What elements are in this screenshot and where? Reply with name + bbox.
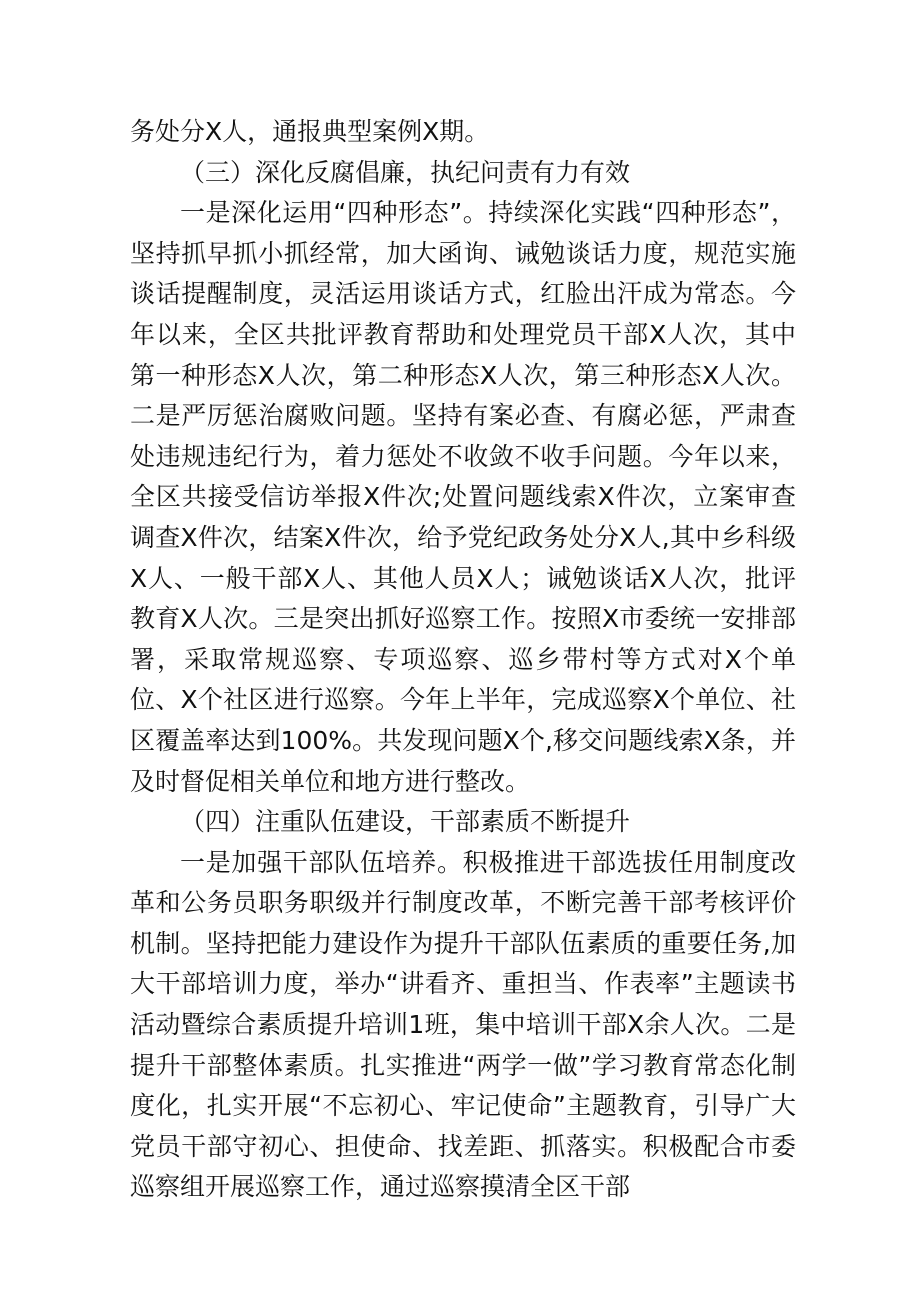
section-heading-four: （四）注重队伍建设，干部素质不断提升 — [180, 807, 631, 837]
continued-paragraph: 务处分X人，通报典型案例X期。 — [130, 117, 490, 146]
paragraph-team-building: 一是加强干部队伍培养。积极推进干部选拔任用制度改革和公务员职务职级并行制度改革，不断完善干部考核评价机制。坚持把能力建设作为提升干部队伍素质的重要任务,加大干部培训力度，举办“讲看齐、重担当、作表率”主题读书活动暨综合素质提升培训1班，集中培训干部X余人次。二是提升干部整体素质。扎实推进“两学一做”学习教育常态化制度化，扎实开展“不忘初心、牢记使命”主题教育，引导广大党员干部守初心、担使命、找差距、抓落实。积极配合市委巡察组开展巡察工作，通过巡察摸清全区干部 — [130, 847, 796, 1202]
section-heading-three: （三）深化反腐倡廉，执纪问责有力有效 — [180, 157, 631, 187]
paragraph-anti-corruption: 一是深化运用“四种形态”。持续深化实践“四种形态”，坚持抓早抓小抓经常，加大函询、诫勉谈话力度，规范实施谈话提醒制度，灵活运用谈话方式，红脸出汗成为常态。今年以来，全区共批评教育帮助和处理党员干部X人次，其中第一种形态X人次，第二种形态X人次，第三种形态X人次。二是严厉惩治腐败问题。坚持有案必查、有腐必惩，严肃查处违规违纪行为，着力惩处不收敛不收手问题。今年以来，全区共接受信访举报X件次;处置问题线索X件次，立案审查调查X件次，结案X件次，给予党纪政务处分X人,其中乡科级X人、一般干部X人、其他人员X人；诫勉谈话X人次，批评教育X人次。三是突出抓好巡察工作。按照X市委统一安排部署，采取常规巡察、专项巡察、巡乡带村等方式对X个单位、X个社区进行巡察。今年上半年，完成巡察X个单位、社区覆盖率达到100%。共发现问题X个,移交问题线索X条，并及时督促相关单位和地方进行整改。 — [130, 198, 796, 796]
document-body — [130, 112, 796, 1208]
